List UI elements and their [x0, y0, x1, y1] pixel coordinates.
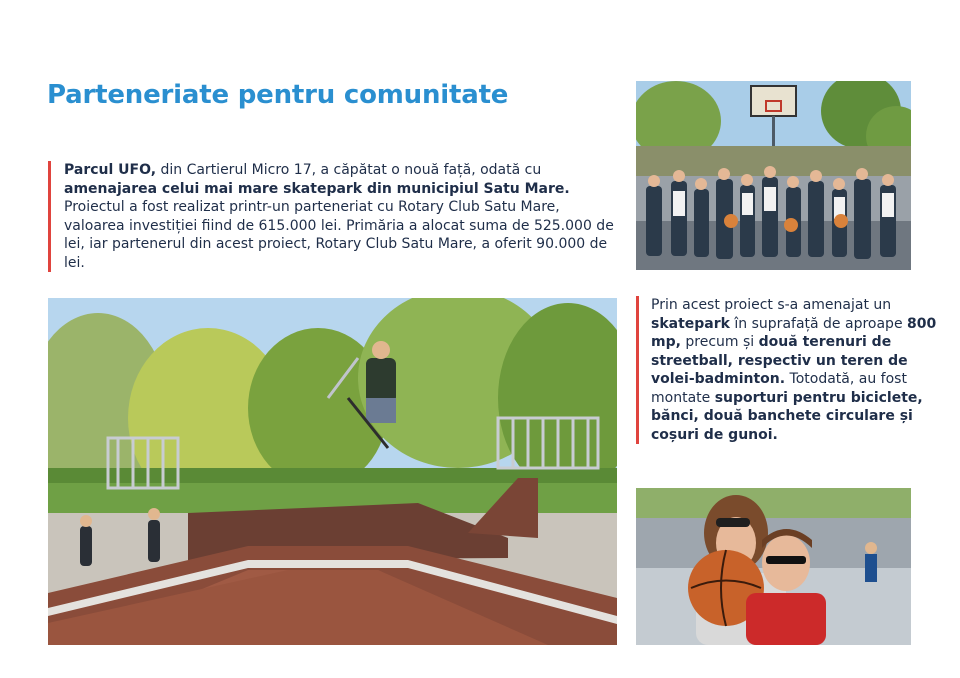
intro-paragraph — [48, 161, 624, 272]
skatepark-photo — [48, 298, 617, 645]
park-name: Parcul UFO, — [64, 162, 157, 178]
intro-text-2: Proiectul a fost realizat printr-un parteneriat cu Rotary Club Satu Mare, valoarea investiției fiind de 615.000 lei. Primăria a alocat suma de 525.000 de lei, iar partenerul din acest proiect, Rotary Club Satu Mare, a oferit 90.000 de lei. — [64, 199, 614, 271]
basketball-mother-son-photo — [636, 488, 911, 645]
intro-highlight: amenajarea celui mai mare skatepark din municipiul Satu Mare. — [64, 180, 570, 197]
project-text-4: Totodată, au fost montate — [651, 371, 907, 406]
project-paragraph — [636, 296, 941, 444]
project-text-1: Prin acest proiect s-a amenajat un — [651, 297, 892, 313]
page-title: Parteneriate pentru comunitate — [47, 80, 509, 110]
project-text-3: precum și — [680, 334, 759, 350]
project-highlight-amenities: suporturi pentru biciclete, bănci, două banchete circulare și coșuri de gunoi. — [651, 389, 923, 443]
intro-text-1: din Cartierul Micro 17, a căpătat o nouă față, odată cu — [156, 162, 542, 178]
project-highlight-courts: două terenuri de streetball, respectiv un teren de volei-badminton. — [651, 334, 908, 387]
project-highlight-area: 800 mp, — [651, 315, 937, 350]
project-text-2: în suprafață de aproape — [729, 315, 908, 332]
basketball-team-photo — [636, 81, 911, 270]
project-highlight-skatepark: skatepark — [651, 315, 730, 332]
